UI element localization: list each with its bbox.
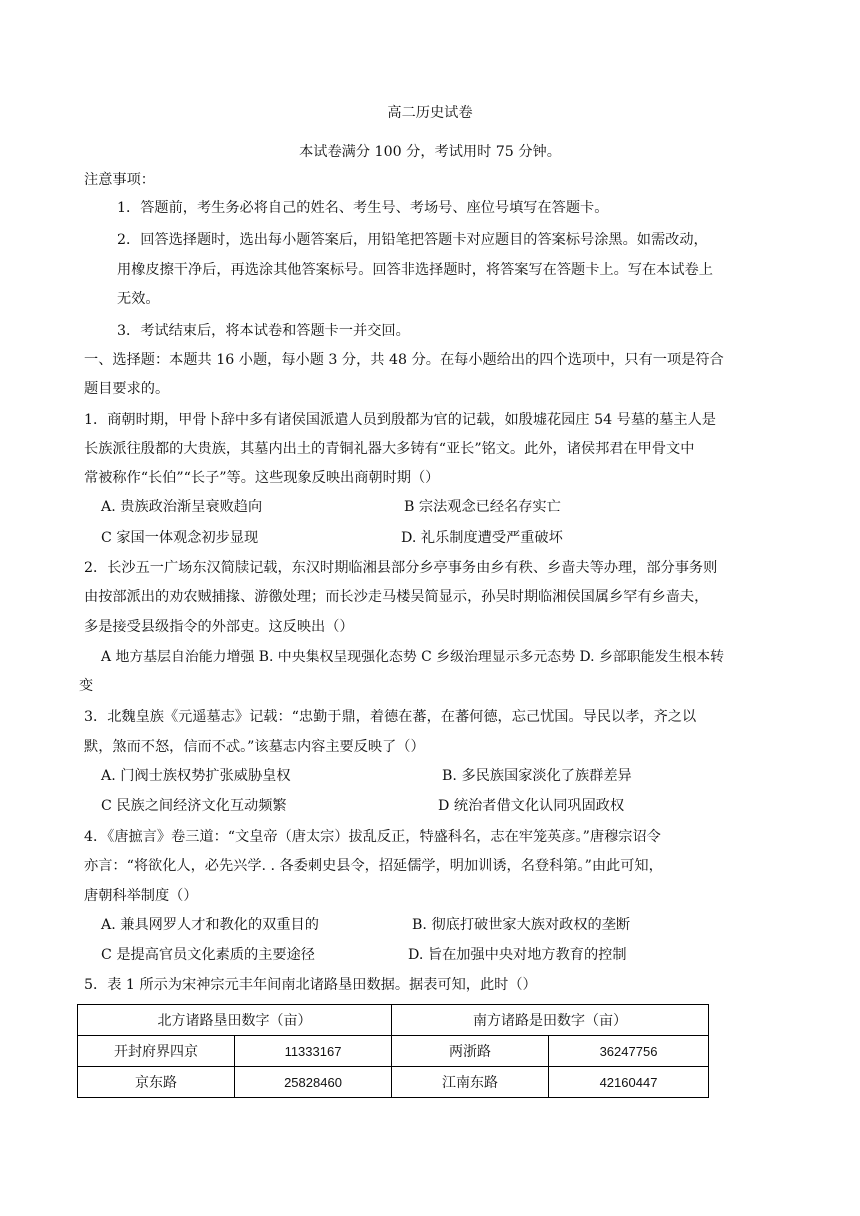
table-cell-south-value: 36247756 [549, 1036, 709, 1067]
question-1-line-2: 长族派往殷都的大贵族，其墓内出土的青铜礼器大多铸有“亚长”铭文。此外，诸侯邦君在甲骨文中 [84, 441, 695, 457]
table-cell-north-region: 开封府界四京 [78, 1036, 235, 1067]
table-cell-south-region: 江南东路 [392, 1067, 549, 1098]
table-header-row [78, 1005, 709, 1036]
question-3-option-d: D 统治者借文化认同巩固政权 [438, 798, 625, 814]
question-4-line-1: 4．《唐摭言》卷三道：“文皇帝（唐太宗）拔乱反正，特盛科名，志在牢笼英彦。”唐穆宗诏令 [84, 829, 661, 845]
notice-item-3: 3．考试结束后，将本试卷和答题卡一并交回。 [117, 323, 410, 339]
question-4-option-c: C 是提高官员文化素质的主要途径 [101, 947, 315, 963]
notice-item-1: 1．答题前，考生务必将自己的姓名、考生号、考场号、座位号填写在答题卡。 [117, 200, 609, 216]
question-2-line-1: 2．长沙五一广场东汉简牍记载，东汉时期临湘县部分乡亭事务由乡有秩、乡啬夫等办理，部分事务则 [84, 560, 718, 576]
table-cell-south-value: 42160447 [549, 1067, 709, 1098]
question-5-line-1: 5．表 1 所示为宋神宗元丰年间南北诸路垦田数据。据表可知，此时（） [84, 977, 537, 993]
question-4-line-2: 亦言：“将欲化人，必先兴学. . 各委刺史县令，招延儒学，明加训诱，名登科第。”由此可知， [84, 858, 663, 874]
question-3-option-a: A. 门阀士族权势扩张威胁皇权 [101, 768, 291, 784]
table-header-north: 北方诸路垦田数字（亩） [78, 1005, 392, 1036]
question-1-option-a: A. 贵族政治渐呈衰败趋向 [101, 499, 263, 515]
table-cell-north-value: 11333167 [235, 1036, 392, 1067]
question-2-options: A 地方基层自治能力增强 B. 中央集权呈现强化态势 C 乡级治理显示多元态势 D. 乡部职能发生根本转 [101, 649, 724, 665]
table-row [78, 1067, 709, 1098]
section1-instruction-line-2: 题目要求的。 [84, 381, 170, 397]
question-4-line-3: 唐朝科举制度（） [84, 888, 198, 904]
question-4-option-d: D. 旨在加强中央对地方教育的控制 [408, 947, 627, 963]
question-3-option-c: C 民族之间经济文化互动频繁 [101, 798, 287, 814]
question-4-option-b: B. 彻底打破世家大族对政权的垄断 [412, 917, 631, 933]
table-cell-north-value: 25828460 [235, 1067, 392, 1098]
table-cell-south-region: 两浙路 [392, 1036, 549, 1067]
notice-item-2-line-3: 无效。 [117, 291, 160, 307]
question-1-line-1: 1．商朝时期，甲骨卜辞中多有诸侯国派遣人员到殷都为官的记载，如殷墟花园庄 54 号墓的墓主人是 [84, 412, 716, 428]
table-cell-north-region: 京东路 [78, 1067, 235, 1098]
question-2-line-3: 多是接受县级指令的外部吏。这反映出（） [84, 619, 354, 635]
question-2-options-tail: 变 [79, 678, 94, 694]
question-2-line-2: 由按部派出的劝农贼捕掾、游徼处理；而长沙走马楼吴简显示，孙吴时期临湘侯国属乡罕有乡啬夫， [84, 589, 709, 605]
question-1-option-d: D. 礼乐制度遭受严重破坏 [401, 530, 563, 546]
notice-item-2-line-1: 2．回答选择题时，选出每小题答案后，用铅笔把答题卡对应题目的答案标号涂黑。如需改动， [117, 232, 708, 248]
question-3-line-2: 默，煞而不怒，信而不忒。”该墓志内容主要反映了（） [84, 739, 425, 755]
farmland-data-table [77, 1004, 709, 1098]
table-row [78, 1036, 709, 1067]
exam-title: 高二历史试卷 [387, 105, 473, 121]
exam-subtitle: 本试卷满分 100 分，考试用时 75 分钟。 [299, 144, 561, 160]
question-1-line-3: 常被称作“长伯”“长子”等。这些现象反映出商朝时期（） [84, 470, 440, 486]
table-header-south: 南方诸路是田数字（亩） [392, 1005, 709, 1036]
notice-item-2-line-2: 用橡皮擦干净后，再选涂其他答案标号。回答非选择题时，将答案写在答题卡上。写在本试卷上 [117, 262, 713, 278]
question-3-option-b: B. 多民族国家淡化了族群差异 [442, 768, 632, 784]
notice-heading: 注意事项： [84, 172, 155, 188]
question-1-option-c: C 家国一体观念初步显现 [101, 530, 259, 546]
question-1-option-b: B 宗法观念已经名存实亡 [404, 499, 561, 515]
section1-instruction-line-1: 一、选择题：本题共 16 小题，每小题 3 分，共 48 分。在每小题给出的四个选项中，只有一项是符合 [84, 352, 724, 368]
question-4-option-a: A. 兼具网罗人才和教化的双重目的 [101, 917, 319, 933]
question-3-line-1: 3．北魏皇族《元遥墓志》记载：“忠勤于鼎，着德在蕃，在蕃何德，忘己忧国。导民以孝，齐之以 [84, 709, 697, 725]
